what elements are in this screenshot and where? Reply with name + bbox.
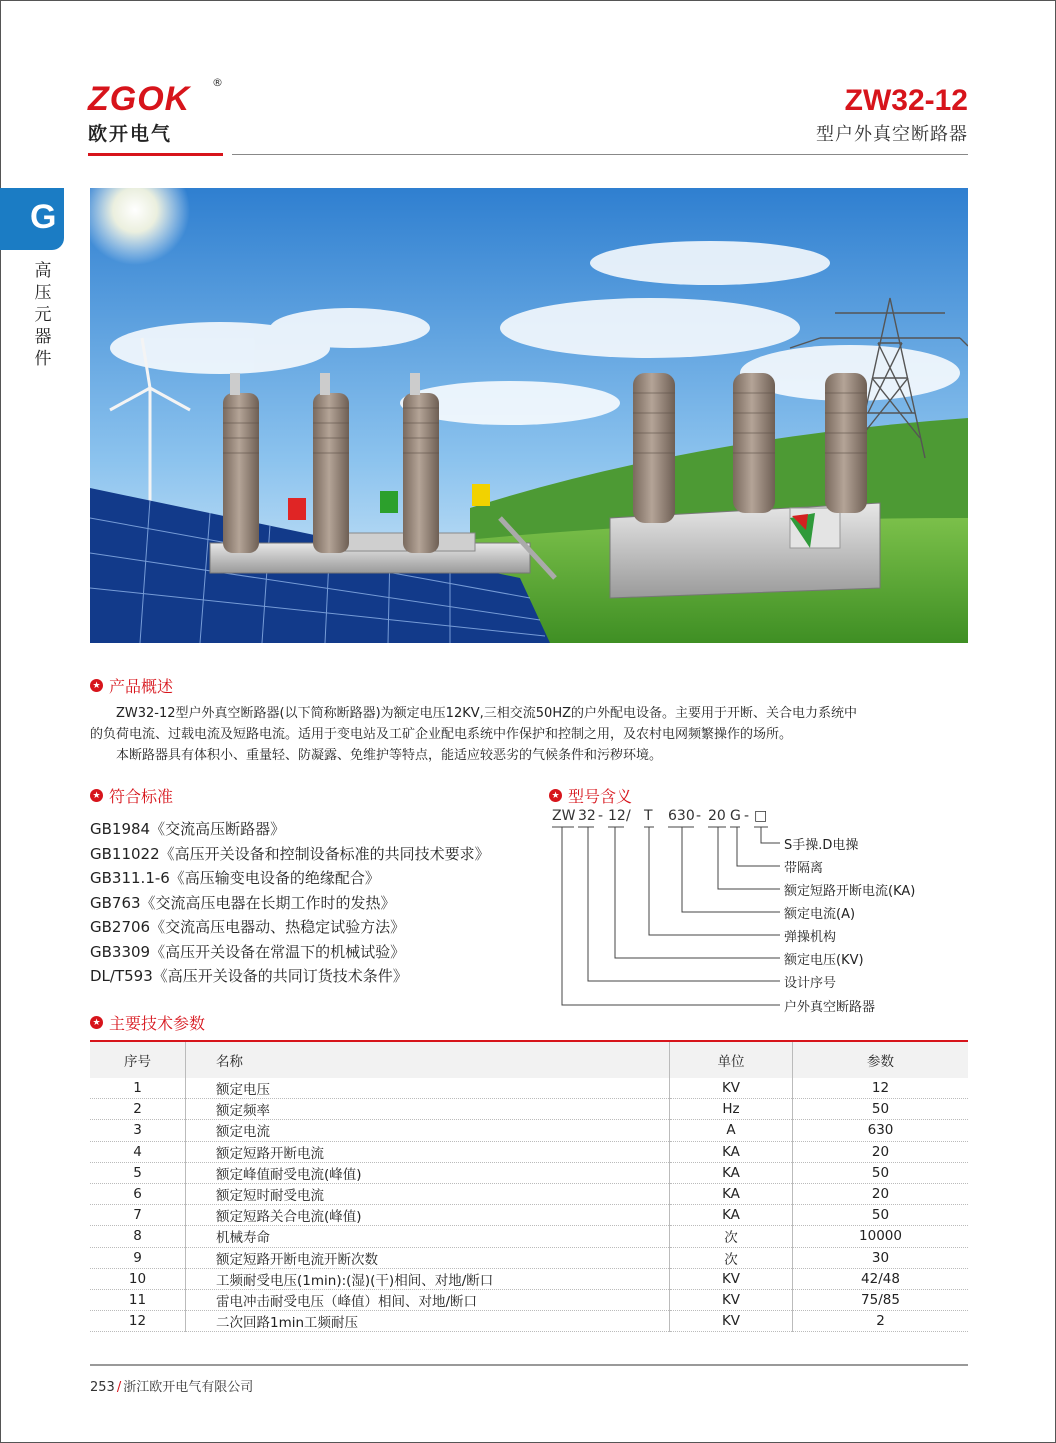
table-row	[90, 1205, 968, 1226]
params-table	[90, 1040, 968, 1332]
standards-title: 符合标准	[109, 787, 174, 806]
model-label: S手操.D电操	[784, 838, 859, 853]
code-part: 630	[668, 808, 695, 824]
code-part: -	[696, 808, 702, 824]
table-row	[90, 1311, 968, 1332]
cell-no: 6	[90, 1183, 186, 1204]
overview-heading	[90, 674, 173, 697]
brand-name: 欧开电气	[88, 123, 173, 145]
cell-unit: KV	[670, 1311, 793, 1332]
star-icon: ★	[90, 679, 103, 692]
cell-no: 10	[90, 1268, 186, 1289]
tab-char: 高	[34, 261, 52, 281]
model-code-diagram	[552, 808, 952, 1020]
code-part: G	[730, 808, 741, 824]
table-row	[90, 1289, 968, 1310]
model-meaning-title: 型号含义	[568, 787, 633, 806]
table-row	[90, 1141, 968, 1162]
cell-unit: KV	[670, 1289, 793, 1310]
code-part: □	[754, 808, 768, 824]
overview-title: 产品概述	[109, 677, 174, 696]
cell-no: 2	[90, 1099, 186, 1120]
table-row	[90, 1268, 968, 1289]
cell-unit: KA	[670, 1205, 793, 1226]
cell-value: 50	[793, 1205, 969, 1226]
code-part: -	[744, 808, 750, 824]
table-row	[90, 1078, 968, 1099]
cell-name: 雷电冲击耐受电压（峰值）相间、对地/断口	[186, 1289, 670, 1310]
overview-para-1: ZW32-12型户外真空断路器(以下简称断路器)为额定电压12KV,三相交流50HZ的户外配电设备。主要用于开断、关合电力系统中	[116, 706, 857, 721]
col-header: 名称	[186, 1041, 670, 1078]
logo-wordmark: ZGOK	[88, 80, 191, 118]
code-part: -	[598, 808, 604, 824]
standard-item: GB3309《高压开关设备在常温下的机械试验》	[90, 942, 406, 961]
cell-value: 20	[793, 1183, 969, 1204]
cell-no: 7	[90, 1205, 186, 1226]
code-part: 32	[578, 808, 596, 824]
cell-no: 8	[90, 1226, 186, 1247]
cell-unit: KV	[670, 1268, 793, 1289]
model-label: 额定电流(A)	[784, 907, 856, 922]
code-part: ZW	[552, 808, 576, 824]
standard-item: GB1984《交流高压断路器》	[90, 820, 286, 838]
cell-value: 20	[793, 1141, 969, 1162]
model-label: 额定短路开断电流(KA)	[784, 884, 916, 899]
table-row	[90, 1099, 968, 1120]
params-heading	[90, 1011, 205, 1034]
brand-logo	[88, 76, 228, 146]
cell-name: 额定电流	[186, 1120, 670, 1141]
page-title: ZW32-12	[844, 84, 968, 117]
params-title: 主要技术参数	[109, 1014, 206, 1033]
cell-no: 4	[90, 1141, 186, 1162]
star-icon: ★	[90, 789, 103, 802]
registered-mark: ®	[212, 76, 223, 89]
cell-value: 42/48	[793, 1268, 969, 1289]
table-row	[90, 1226, 968, 1247]
cell-no: 12	[90, 1311, 186, 1332]
standard-item: GB763《交流高压电器在长期工作时的发热》	[90, 893, 396, 912]
tab-char: 件	[34, 349, 52, 369]
cell-no: 11	[90, 1289, 186, 1310]
cell-no: 3	[90, 1120, 186, 1141]
cell-value: 10000	[793, 1226, 969, 1247]
model-label: 额定电压(KV)	[784, 953, 864, 968]
standard-item: DL/T593《高压开关设备的共同订货技术条件》	[90, 967, 408, 985]
cell-name: 额定短路开断电流	[186, 1141, 670, 1162]
cell-no: 5	[90, 1162, 186, 1183]
header-accent-line	[88, 153, 223, 156]
star-icon: ★	[549, 789, 562, 802]
cell-unit: KA	[670, 1141, 793, 1162]
overview-text	[90, 703, 970, 766]
overview-para-1b: 的负荷电流、过载电流及短路电流。适用于变电站及工矿企业配电系统中作保护和控制之用，及农村电网频繁操作的场所。	[90, 727, 793, 742]
cell-value: 2	[793, 1311, 969, 1332]
cell-name: 额定短路开断电流开断次数	[186, 1247, 670, 1268]
header-divider	[232, 154, 968, 155]
page-number: 253	[90, 1380, 115, 1395]
table-row	[90, 1247, 968, 1268]
company-name: 浙江欧开电气有限公司	[123, 1380, 254, 1395]
cell-unit: Hz	[670, 1099, 793, 1120]
cell-name: 机械寿命	[186, 1226, 670, 1247]
cell-name: 额定电压	[186, 1078, 670, 1099]
model-leader-lines	[552, 808, 952, 1020]
table-row	[90, 1183, 968, 1204]
cell-unit: A	[670, 1120, 793, 1141]
code-part: T	[644, 808, 653, 824]
model-label: 设计序号	[784, 976, 837, 991]
cell-unit: KA	[670, 1183, 793, 1204]
col-header: 参数	[793, 1041, 969, 1078]
section-tab-letter: G	[30, 198, 57, 236]
section-tab-label	[33, 260, 53, 370]
hero-illustration	[90, 188, 968, 643]
cell-value: 50	[793, 1162, 969, 1183]
cell-name: 额定短路关合电流(峰值)	[186, 1205, 670, 1226]
cell-name: 二次回路1min工频耐压	[186, 1311, 670, 1332]
cell-value: 75/85	[793, 1289, 969, 1310]
page-subtitle: 型户外真空断路器	[816, 124, 968, 145]
standards-list	[90, 817, 490, 989]
cell-unit: KV	[670, 1078, 793, 1099]
model-label: 弹操机构	[784, 930, 837, 945]
standard-item: GB2706《交流高压电器动、热稳定试验方法》	[90, 918, 406, 936]
standard-item: GB11022《高压开关设备和控制设备标准的共同技术要求》	[90, 844, 490, 863]
cell-value: 630	[793, 1120, 969, 1141]
cell-value: 12	[793, 1078, 969, 1099]
section-tab	[0, 188, 64, 250]
product-hero-image	[90, 188, 968, 643]
cell-unit: 次	[670, 1247, 793, 1268]
code-part: 20	[708, 808, 726, 824]
cell-name: 额定频率	[186, 1099, 670, 1120]
tab-char: 器	[34, 327, 52, 347]
cell-unit: 次	[670, 1226, 793, 1247]
model-label: 户外真空断路器	[784, 1000, 876, 1015]
footer	[90, 1376, 253, 1395]
cell-name: 额定短时耐受电流	[186, 1183, 670, 1204]
cell-name: 额定峰值耐受电流(峰值)	[186, 1162, 670, 1183]
footer-separator: /	[116, 1380, 122, 1395]
code-part: /	[626, 808, 631, 824]
model-label: 带隔离	[784, 861, 824, 876]
tab-char: 元	[34, 305, 52, 325]
cell-name: 工频耐受电压(1min):(湿)(干)相间、对地/断口	[186, 1268, 670, 1289]
overview-para-2: 本断路器具有体积小、重量轻、防凝露、免维护等特点，能适应较恶劣的气候条件和污秽环境。	[116, 748, 663, 763]
table-row	[90, 1120, 968, 1141]
code-part: 12	[608, 808, 626, 824]
standards-heading	[90, 784, 173, 807]
table-header-row	[90, 1041, 968, 1078]
cell-no: 9	[90, 1247, 186, 1268]
cell-unit: KA	[670, 1162, 793, 1183]
footer-divider	[90, 1364, 968, 1366]
standard-item: GB311.1-6《高压输变电设备的绝缘配合》	[90, 869, 380, 887]
star-icon: ★	[90, 1016, 103, 1029]
cell-value: 50	[793, 1099, 969, 1120]
model-meaning-heading	[549, 784, 632, 807]
cell-value: 30	[793, 1247, 969, 1268]
tab-char: 压	[34, 283, 52, 303]
col-header: 单位	[670, 1041, 793, 1078]
table-row	[90, 1162, 968, 1183]
cell-no: 1	[90, 1078, 186, 1099]
col-header: 序号	[90, 1041, 186, 1078]
